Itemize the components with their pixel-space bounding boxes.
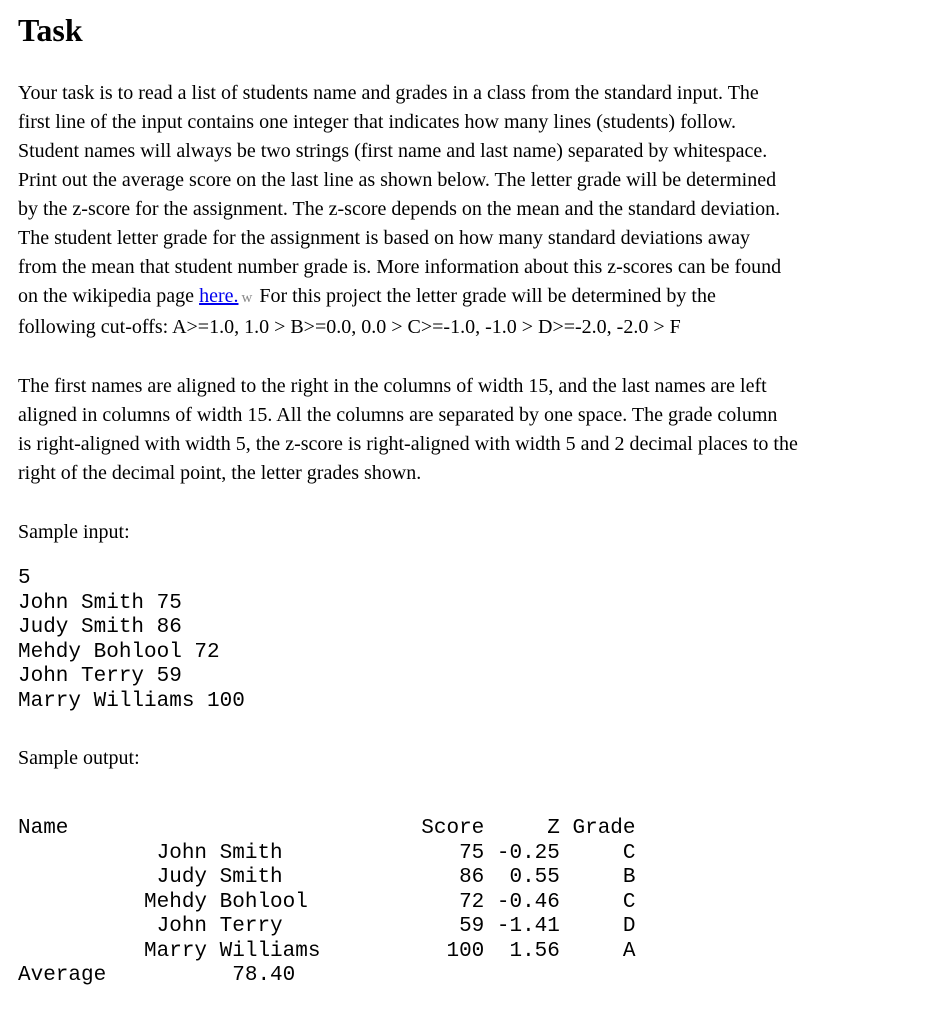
intro-line: from the mean that student number grade is. More information about this z-scores can be found: [18, 256, 782, 278]
sample-output-label: Sample output:: [18, 747, 140, 769]
sample-input-line: Judy Smith 86: [18, 616, 182, 639]
sample-input-line: Marry Williams 100: [18, 689, 245, 713]
intro-paragraph: [18, 79, 952, 342]
intro-line: Your task is to read a list of students name and grades in a class from the standard input. The: [18, 82, 759, 104]
sample-input-line: Mehdy Bohlool 72: [18, 640, 220, 664]
sample-input-line: John Terry 59: [18, 665, 182, 688]
external-wiki-w-icon: w: [241, 290, 253, 306]
wikipedia-here-link[interactable]: here.: [199, 285, 239, 307]
format-line: The first names are aligned to the right in the columns of width 15, and the last names are left: [18, 375, 767, 397]
format-paragraph: [18, 372, 952, 488]
sample-input-label: Sample input:: [18, 521, 130, 543]
sample-output-header-line: Name Score Z Grade: [18, 817, 636, 840]
sample-output-average-line: Average 78.40: [18, 964, 296, 987]
sample-input-line: John Smith 75: [18, 591, 182, 615]
sample-output-line: John Smith 75 -0.25 C: [18, 841, 636, 865]
intro-line: Print out the average score on the last line as shown below. The letter grade will be determined: [18, 169, 777, 191]
sample-output-line: John Terry 59 -1.41 D: [18, 915, 636, 938]
link-line-post-text: For this project the letter grade will be determined by the: [259, 285, 716, 307]
intro-line: by the z-score for the assignment. The z-score depends on the mean and the standard deviation.: [18, 198, 781, 220]
sample-output-block: [18, 817, 952, 989]
page-title: Task: [18, 12, 83, 48]
format-line: is right-aligned with width 5, the z-score is right-aligned with width 5 and 2 decimal places to the: [18, 433, 798, 455]
intro-line: The student letter grade for the assignment is based on how many standard deviations away: [18, 227, 751, 249]
intro-link-line: [18, 282, 952, 313]
format-line: right of the decimal point, the letter grades shown.: [18, 462, 422, 484]
intro-line: first line of the input contains one integer that indicates how many lines (students) follow.: [18, 111, 736, 133]
intro-line: Student names will always be two strings (first name and last name) separated by whitespace.: [18, 140, 768, 162]
cutoffs-line: following cut-offs: A>=1.0, 1.0 > B>=0.0, 0.0 > C>=-1.0, -1.0 > D>=-2.0, -2.0 > F: [18, 316, 681, 338]
sample-output-line: Judy Smith 86 0.55 B: [18, 866, 636, 889]
sample-input-block: [18, 567, 952, 714]
format-line: aligned in columns of width 15. All the columns are separated by one space. The grade column: [18, 404, 778, 426]
sample-input-line: 5: [18, 567, 31, 590]
link-line-pre-text: on the wikipedia page: [18, 285, 200, 307]
sample-output-line: Marry Williams 100 1.56 A: [18, 939, 636, 963]
sample-output-line: Mehdy Bohlool 72 -0.46 C: [18, 890, 636, 914]
